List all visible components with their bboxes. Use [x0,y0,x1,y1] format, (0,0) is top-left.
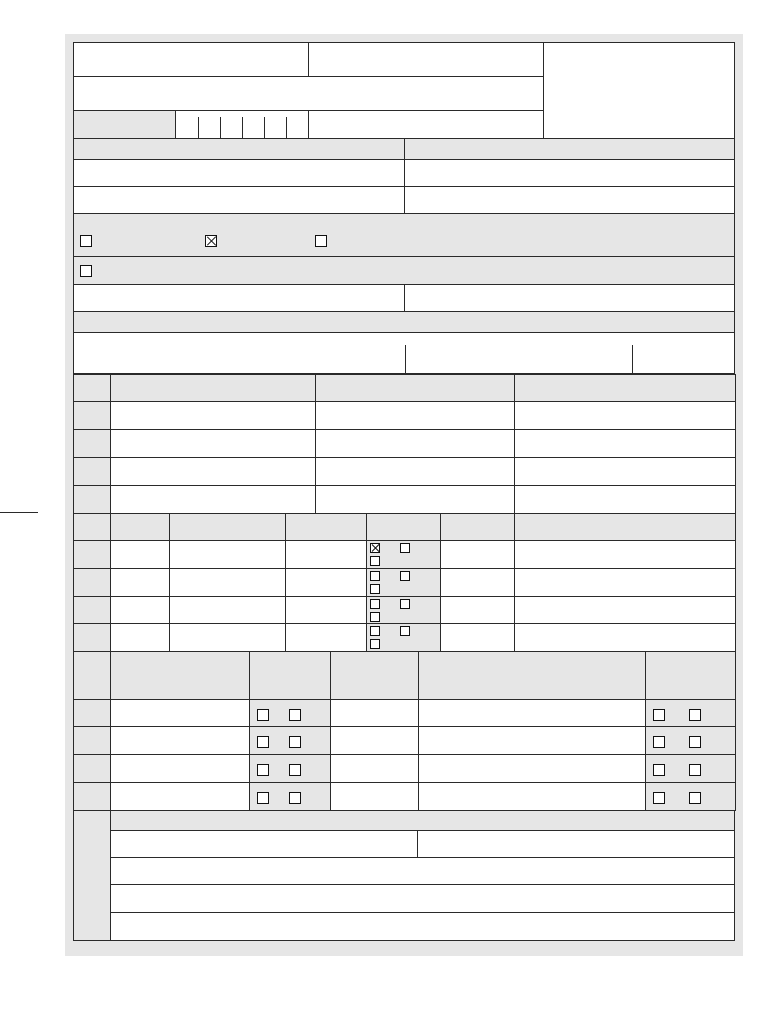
table-b-cell[interactable] [440,596,515,624]
options-row [73,213,735,257]
table-b-checkbox-a[interactable] [370,543,380,553]
table-c-checkbox-right[interactable] [289,764,301,776]
table-b-row-index [73,540,111,569]
table-c-header-cell [110,651,250,700]
table-c-cell[interactable] [110,726,250,755]
digit-divider [242,117,243,139]
section-header-right [404,138,735,160]
table-b-cell[interactable] [440,623,515,652]
table-a-cell[interactable] [110,485,316,514]
table-b-checkbox-a[interactable] [370,571,380,581]
table-b-cell[interactable] [514,623,736,652]
table-a-cell[interactable] [514,401,736,430]
table-c-cell[interactable] [330,754,419,783]
table-b-checkbox-b[interactable] [400,599,410,609]
table-a-cell[interactable] [110,429,316,458]
bottom-line-2[interactable] [110,884,735,913]
table-b-checkbox-b[interactable] [400,543,410,553]
table-b-cell[interactable] [285,540,367,569]
table-a-cell[interactable] [514,457,736,486]
table-c-cell[interactable] [330,699,419,727]
table-a-cell[interactable] [514,485,736,514]
table-b-checkbox-b[interactable] [400,571,410,581]
table-b-cell[interactable] [110,623,170,652]
table-a-cell[interactable] [110,457,316,486]
section-header-full [73,311,735,333]
table-b-cell[interactable] [514,596,736,624]
table-b-checkbox-c[interactable] [370,584,380,594]
table-a-cell[interactable] [315,429,515,458]
table-b-checkbox-a[interactable] [370,626,380,636]
field-left-1[interactable] [73,159,405,187]
header-field-1[interactable] [73,42,309,77]
table-c-cell[interactable] [110,782,250,811]
table-c-checkbox-left[interactable] [257,764,269,776]
table-c-checkbox-right[interactable] [689,736,701,748]
table-c-checkbox-left[interactable] [257,709,269,721]
table-b-header-cell [440,513,515,541]
table-c-cell[interactable] [110,699,250,727]
table-c-header-cell [418,651,646,700]
table-b-cell[interactable] [169,623,286,652]
wide-field-divider [405,345,406,373]
table-b-header-cell [366,513,441,541]
option-row-2 [73,256,735,285]
table-c-checkbox-left[interactable] [257,792,269,804]
table-b-cell[interactable] [440,568,515,597]
digit-divider [220,117,221,139]
table-b-header-cell [285,513,367,541]
table-c-checkbox-right[interactable] [289,792,301,804]
table-b-cell[interactable] [285,596,367,624]
table-c-checkbox-right[interactable] [689,709,701,721]
table-a-cell[interactable] [315,401,515,430]
table-b-cell[interactable] [110,596,170,624]
table-c-cell[interactable] [418,782,646,811]
table-c-checkbox-right[interactable] [689,792,701,804]
table-b-header-cell [169,513,286,541]
table-a-row-index [73,457,111,486]
header-field-3[interactable] [73,76,544,111]
bottom-field-left[interactable] [110,830,418,858]
table-c-checkbox-right[interactable] [289,709,301,721]
digit-divider [198,117,199,139]
table-c-cell[interactable] [418,726,646,755]
table-b-header-cell [110,513,170,541]
table-b-cell[interactable] [169,568,286,597]
table-b-checkbox-c[interactable] [370,612,380,622]
bottom-line-3[interactable] [110,912,735,941]
header-corner-box[interactable] [543,42,735,139]
table-c-row-index [73,726,111,755]
table-c-row-index [73,699,111,727]
margin-tick [0,512,38,513]
table-b-checkbox-c[interactable] [370,556,380,566]
bottom-index-column [73,807,111,941]
option-checkbox-2[interactable] [205,235,217,247]
table-b-cell[interactable] [110,568,170,597]
table-b-row-index [73,623,111,652]
blank-form [65,34,743,956]
option-checkbox-3[interactable] [315,235,327,247]
table-a-row-index [73,429,111,458]
table-c-cell[interactable] [418,699,646,727]
table-c-checkbox-left[interactable] [653,709,665,721]
table-a-row-index [73,401,111,430]
digit-divider [264,117,265,139]
bottom-field-right[interactable] [417,830,735,858]
table-c-cell[interactable] [110,754,250,783]
table-c-checkbox-left[interactable] [653,792,665,804]
table-c-row-index [73,754,111,783]
table-c-checkbox-right[interactable] [689,764,701,776]
table-b-cell[interactable] [169,596,286,624]
table-c-row-index [73,782,111,811]
section-header-left [73,138,405,160]
field-right-2[interactable] [404,186,735,214]
table-b-checkbox-c[interactable] [370,639,380,649]
table-a-header-cell [110,374,316,402]
table-c-checkbox-left[interactable] [653,764,665,776]
table-c-header-cell [249,651,331,700]
table-c-cell[interactable] [330,726,419,755]
table-b-cell[interactable] [440,540,515,569]
field-right-3[interactable] [404,284,735,312]
header-field-2[interactable] [308,42,544,77]
table-a-cell[interactable] [315,457,515,486]
table-b-cell[interactable] [169,540,286,569]
digit-entry-field[interactable] [175,110,309,139]
field-left-3[interactable] [73,284,405,312]
table-a-cell[interactable] [315,485,515,514]
table-b-row-index [73,596,111,624]
table-a-header-cell [315,374,515,402]
table-b-row-index [73,568,111,597]
table-c-cell[interactable] [330,782,419,811]
table-b-cell[interactable] [285,568,367,597]
field-left-2[interactable] [73,186,405,214]
table-c-header-cell [645,651,736,700]
table-b-checkbox-a[interactable] [370,599,380,609]
header-field-4[interactable] [308,110,544,139]
table-b-header-cell [73,513,111,541]
option-checkbox-4[interactable] [80,265,92,277]
table-b-cell[interactable] [110,540,170,569]
table-c-checkbox-left[interactable] [257,736,269,748]
bottom-line-1[interactable] [110,857,735,885]
table-c-header-cell [73,651,111,700]
table-a-row-index [73,485,111,514]
digit-divider [286,117,287,139]
table-a-cell[interactable] [110,401,316,430]
table-b-cell[interactable] [285,623,367,652]
option-checkbox-1[interactable] [80,235,92,247]
table-a-header-cell [514,374,736,402]
table-c-cell[interactable] [418,754,646,783]
wide-field[interactable] [73,332,735,374]
header-label-cell [73,110,176,139]
table-c-checkbox-right[interactable] [289,736,301,748]
table-c-header-cell [330,651,419,700]
table-b-header-cell [514,513,736,541]
table-a-cell[interactable] [514,429,736,458]
table-a-header-cell [73,374,111,402]
table-b-cell[interactable] [514,568,736,597]
wide-field-divider [632,345,633,373]
table-b-cell[interactable] [514,540,736,569]
table-c-checkbox-left[interactable] [653,736,665,748]
table-b-checkbox-b[interactable] [400,626,410,636]
field-right-1[interactable] [404,159,735,187]
